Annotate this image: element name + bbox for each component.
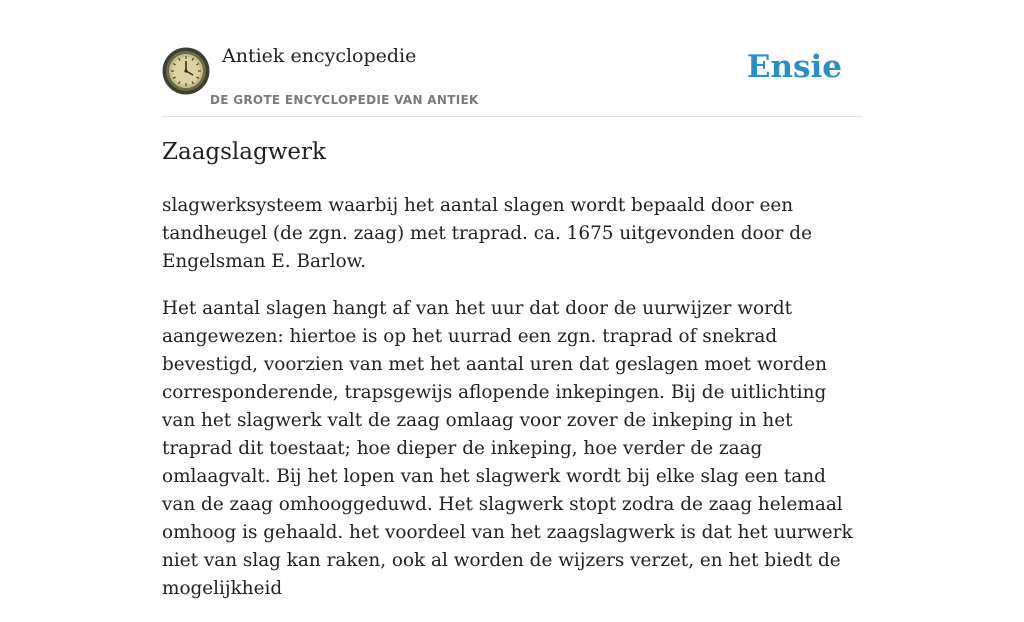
article-body: [162, 192, 862, 622]
brand-logo-link[interactable]: Ensie: [746, 49, 842, 85]
article-title: Zaagslagwerk: [162, 139, 326, 165]
antique-clock-icon[interactable]: [162, 47, 210, 95]
site-header: [162, 40, 862, 117]
article-paragraph: slagwerksysteem waarbij het aantal slagen wordt bepaald door een tandheugel (de zgn. zaag) met traprad. ca. 1675 uitgevonden door de Engelsman E. Barlow.: [162, 195, 812, 272]
site-title[interactable]: Antiek encyclopedie: [222, 45, 417, 67]
article-paragraph: Het aantal slagen hangt af van het uur dat door de uurwijzer wordt aangewezen: hiertoe is op het uurrad een zgn. traprad of snekrad bevestigd, voorzien van met het aantal uren dat geslagen moet worden corresponderende, trapsgewijs aflopende inkepingen. Bij de uitlichting van het slagwerk valt de zaag omlaag voor zover de inkeping in het traprad dit toestaat; hoe dieper de inkeping, hoe verder de zaag omlaagvalt. Bij het lopen van het slagwerk wordt bij elke slag een tand van de zaag omhooggeduwd. Het slagwerk stopt zodra de zaag helemaal omhoog is gehaald. het voordeel van het zaagslagwerk is dat het uurwerk niet van slag kan raken, ook al worden de wijzers verzet, en het biedt de mogelijkheid: [162, 298, 853, 599]
site-subtitle: DE GROTE ENCYCLOPEDIE VAN ANTIEK: [210, 93, 479, 107]
